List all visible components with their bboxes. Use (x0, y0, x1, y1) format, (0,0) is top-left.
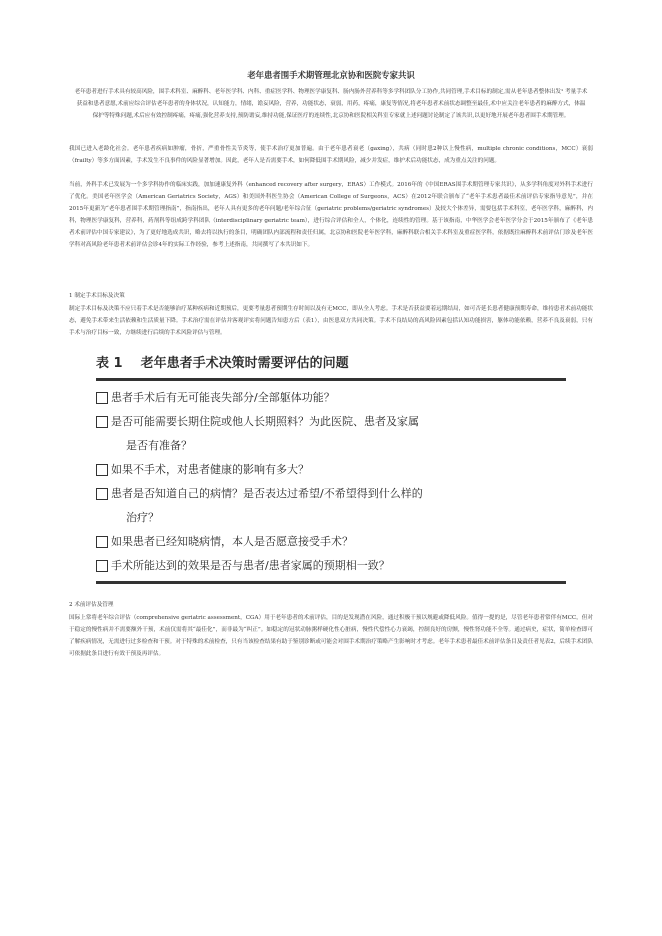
table-row (96, 386, 566, 410)
question-continuation: 治疗？ (126, 511, 159, 524)
abstract-paragraph: 老年患者进行手术具有较高风险，围手术科室、麻醉科、老年医学科、内科、重症医学科、物理医学康复科、肠内肠外营养科等多学科团队分工协作,共同管理,手术目标的制定,需从老年患者整体出发¹ 考量手术获益和患者意愿,术前应综合评估老年患者的身体状况，认知能力，情绪，谵妄风险，营养，功能状态，衰弱，用药，疼痛，康复等情况,将老年患者术前状态调整至最佳,术中应关注老年患者的麻醉方式，体温保护等特殊问题,术后应有效控制疼痛，疼痛,强化营养支持,预防谵妄,维持功能,保证医疗的连续性,北京协和医院相关科室专家就上述问题讨论制定了该共识,以更好地开展老年患者围手术期管理。 (74, 89, 588, 119)
table-row (96, 554, 566, 578)
checkbox-icon (96, 416, 108, 428)
section-2-paragraph: 国际上常将老年综合评估（comprehensive geriatric assessment，CGA）用于老年患者的术前评估，目的是发现潜在风险，通过积极干预以规避或降低风险。值得一提的是，尽管老年患者常伴有MCC，但对于稳定的慢性病并不需要额外干预，术前仅需将其“最佳化”，而非最为“纠正”。如稳定的冠状动脉粥样硬化性心脏病，慢性代偿性心力衰竭，控制良好的房颤，慢性肾功能不全等。通过病史，症状，简单检查即可了解疾病情况，无需进行过多检查和干预。对于特殊的术前检查，只有当该检查结果有助于鉴别诊断或可能会对围手术期治疗策略产生影响时才考虑。老年手术患者最佳术前评估条目及责任者见表2，后续手术团队可依据此条目进行有效干预及再评估。 (69, 615, 593, 657)
table-1 (96, 352, 566, 584)
table-number: 表 1 (96, 356, 123, 371)
table-row (96, 482, 566, 530)
table-row (96, 530, 566, 554)
table-row (96, 458, 566, 482)
intro-paragraph-1: 我国已进入老龄化社会。老年患者疾病如肿瘤，骨折，严重骨性关节炎等，使手术治疗更加普遍。由于老年患者衰老（gaxing），共病（同时患2种以上慢性病，multiple chronic conditions，MCC）衰弱（frailty）等多方面因素，手术发生不良事件的风险显著增加。因此，老年人是否需要手术，如何降低围手术期风险，减少并发症，维护术后功能状态，成为重点关注的问题。 (69, 146, 593, 164)
checkbox-icon (96, 464, 108, 476)
table-bottom-rule (96, 581, 566, 584)
checkbox-icon (96, 392, 108, 404)
document-title: 老年患者围手术期管理北京协和医院专家共识 (247, 70, 415, 80)
question-text: 如果患者已经知晓病情，本人是否愿意接受手术？ (111, 535, 353, 548)
intro-paragraph-2: 当前，外科手术已发展为一个多学科协作的临床实践，加加速康复外科（enhanced recovery after surgery，ERAS）工作模式。2016年的《中国ERAS围手术期管理专家共识》，从多学科角度对外科手术进行了优化。美国老年医学会（American Geriatrics Society，AGS）和美国外科医生协会（American College of Surgeons，ACS）在2012年联合颁布了“老年手术患者最佳术前评估专家指导意见”，并在2015年更新为“老年患者围手术期管理指南”，指南指出，老年人具有更多的老年问题/老年综合征（geriatric problems/geriatric syndromes）及较大个体差异，需要包括手术科室，老年医学科，麻醉科，内科，物理医学康复科，营养科，药剂科等组成跨学科团队（interdisciplinary geriatric team），进行综合评估和全人，个体化，连续性的管理。基于该指南，中华医学会老年医学分会于2015年颁布了《老年患者术前评估中国专家建议》，为了更好地选成共识，略去将以执行的条目，明确团队内部流程和责任归属，北京协和医院老年医学科，麻醉科联合相关手术科室及重症医学科，依据既往麻醉科术前评估门诊及老年医学科对高风险老年患者术前评估会诊4年的实际工作经验，参考上述指南，共同撰写了本共识如下。 (69, 182, 593, 248)
checkbox-icon (96, 536, 108, 548)
table-row (96, 410, 566, 458)
checkbox-icon (96, 560, 108, 572)
question-text: 手术所能达到的效果是否与患者/患者家属的预期相一致？ (111, 559, 390, 572)
section-2-heading: 2 术前评估及管理 (69, 602, 114, 608)
question-text: 患者是否知道自己的病情？是否表达过希望/不希望得到什么样的 (111, 487, 423, 500)
table-rows (96, 381, 566, 581)
section-1-paragraph: 制定手术目标及决策不应只着手术是否能够治疗某种疾病和近期预后，更要考量患者预期生存时间以及有无MCC，即从全人考虑。手术是否获益要着远期结局，如可否延长患者健康预期寿命，维持患者术前功能状态，避免手术带来生活依赖和生活质量下降。手术治疗需在评估并客观评实将问题告知患方后（表1），由医患双方共同决策。手术不良结局的高风险因素包括认知功能损害，躯体功能依赖，营养不良及衰弱，只有手术与治疗目标一致，方继续进行后续的手术风险评估与管理。 (69, 306, 593, 336)
question-text: 患者手术后有无可能丧失部分/全部躯体功能？ (111, 391, 335, 404)
checkbox-icon (96, 488, 108, 500)
question-continuation: 是否有准备？ (126, 439, 192, 452)
question-text: 是否可能需要长期住院或他人长期照料？为此医院、患者及家属 (111, 415, 419, 428)
table-title (96, 352, 566, 376)
section-1-heading: 1 制定手术目标及决策 (69, 293, 125, 299)
question-text: 如果不手术，对患者健康的影响有多大？ (111, 463, 309, 476)
table-caption: 老年患者手术决策时需要评估的问题 (140, 356, 349, 371)
